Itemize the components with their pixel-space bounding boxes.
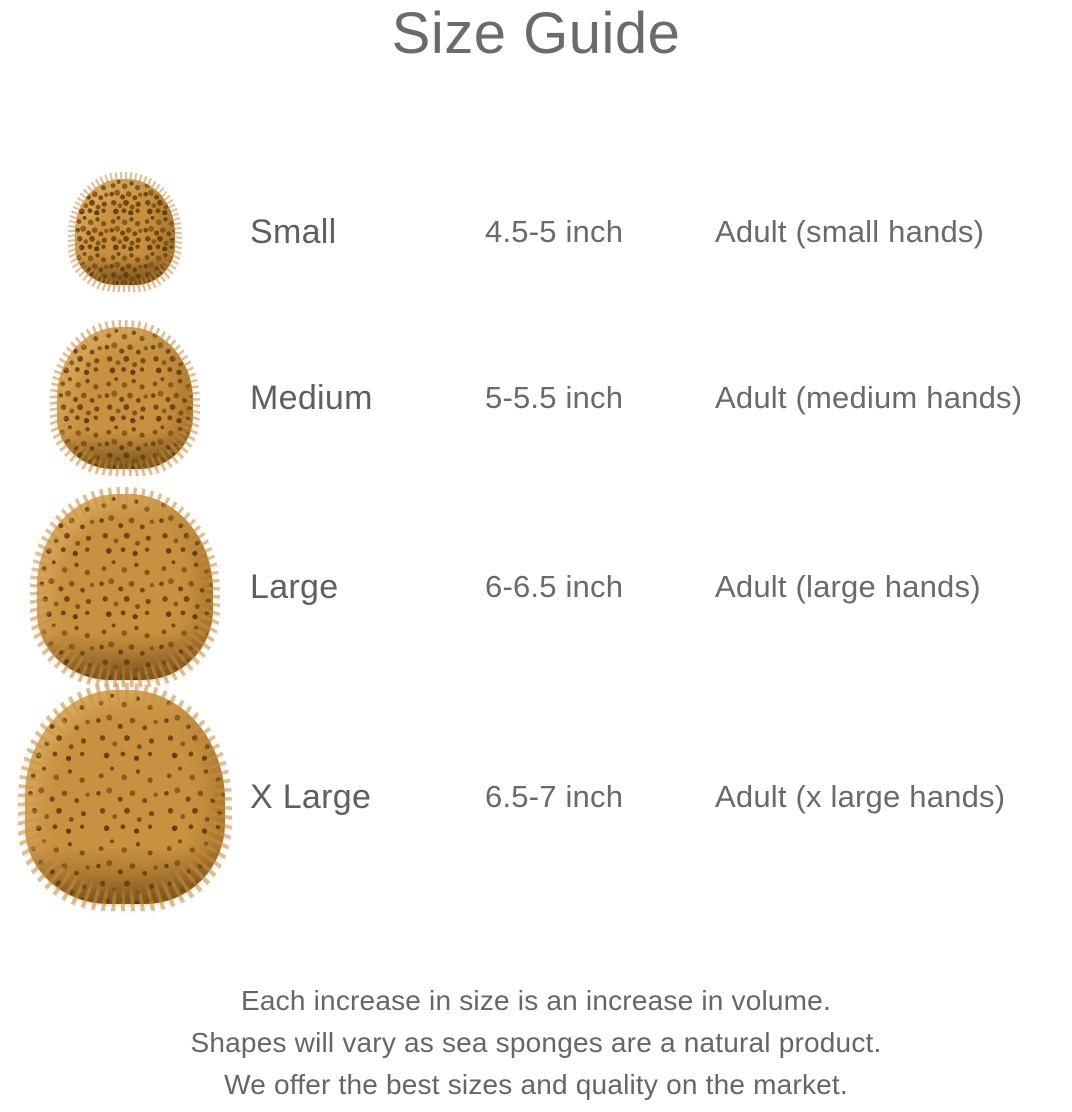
size-fit: Adult (large hands) (715, 569, 981, 604)
size-label: X Large (250, 777, 372, 816)
size-label: Medium (250, 378, 373, 417)
table-row (0, 488, 1072, 686)
sponge-image-medium (0, 327, 250, 469)
size-dimension: 4.5-5 inch (485, 214, 624, 249)
footer-line-1: Each increase in size is an increase in volume. (241, 985, 831, 1016)
size-dimension: 5-5.5 inch (485, 380, 624, 415)
size-table (0, 156, 1072, 908)
size-label: Large (250, 567, 339, 606)
table-row (0, 686, 1072, 908)
footer-line-3: We offer the best sizes and quality on the market. (224, 1069, 848, 1100)
sponge-image-xlarge (0, 690, 250, 904)
sponge-image-large (0, 494, 250, 680)
footer-note (0, 980, 1072, 1106)
size-fit: Adult (medium hands) (715, 380, 1023, 415)
size-label: Small (250, 212, 337, 251)
size-dimension: 6-6.5 inch (485, 569, 624, 604)
size-dimension: 6.5-7 inch (485, 779, 624, 814)
size-fit: Adult (x large hands) (715, 779, 1006, 814)
page-title: Size Guide (391, 1, 681, 66)
size-fit: Adult (small hands) (715, 214, 985, 249)
table-row (0, 308, 1072, 488)
table-row (0, 156, 1072, 308)
footer-line-2: Shapes will vary as sea sponges are a natural product. (190, 1027, 882, 1058)
sponge-image-small (0, 179, 250, 285)
